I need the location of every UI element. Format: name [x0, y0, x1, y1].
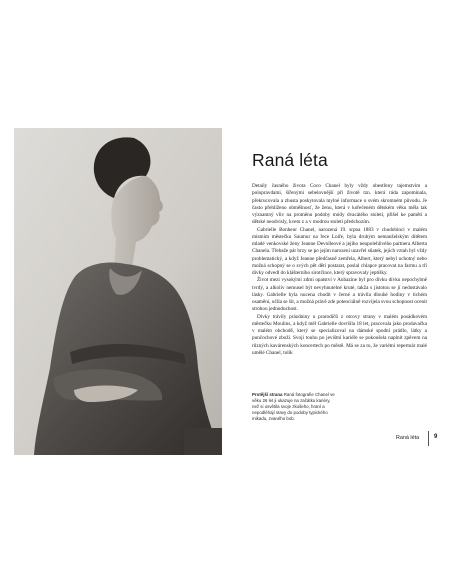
portrait-photo: [14, 128, 222, 455]
photo-caption: [252, 392, 338, 422]
running-head: Raná léta: [396, 435, 420, 441]
paragraph: Život mezi vysokými zdmi opatství v Aubazine byl pro dívku dívku nepochybně tvrdý, a alkolív nemusel být nevyhnutelné kruté, takža s jistotou se jí nedostávalo lásky. Gabrielle byla nucena chodit v černé a trávila dlouhé hodiny v tichém osamění, učila se šít, a možná právě zde potenciálně rozvíjela svou schopnost ocenit strohou jednoduchost.: [252, 277, 427, 313]
body-text: [252, 183, 427, 357]
caption-text: Raná fotografie Chanel ve věku 26 let ji ukazuje na začátku kariéry, než si osvětila svoje zkušeho, hraní a nepodléhají stavy do podoby typického mikadu, zvaného bob.: [252, 392, 335, 422]
paragraph: Dívky trávily prázdniny u prarodičů z otcovy strany v malém posádkovém městečku Moulins, a když měl Gabrielle dovršila 18 let, pracovala jako prodavačka v malém obchodě, který se specializoval na dámské spodní prádlo, látky a punčochové zboží. Svoji touhu po jevištní kariéře se pokoušela naplnit zpěvem na různých kavárenských koncertech po městě. Má se za to, že variétní repertoár malé umělé Chanel, tolik: [252, 313, 427, 356]
caption-label: Protější strana: [252, 392, 284, 397]
folio-divider: [428, 431, 429, 446]
paragraph: Detaily časného života Coco Chanel byly vždy obestřeny tajemstvím a polopravdami, šířenými sebelovnější při životě tzn. která ráda zapomínala, překrucovala a zhusta poskytovala mylné informace o svém skromném původu. Je často přehlíženo obměšnosť, že ženu, která v kořečeném dětském věku měla tak významný vliv na proměnu podoby módy dvacátého století, přišel ke paměti a dětské neodvisly, kvetu z a v modrou stoleti předchozím.: [252, 183, 427, 226]
portrait-illustration: [14, 128, 222, 455]
paragraph: Gabrielle Bonheur Chanel, narozená 19. srpna 1883 v chudobinci v malém místním městečku Saumur na řece Loiře, byla druhým nemanželským dítětem mladé venkovské ženy Jeanne Devolleové a jejího neupolehlivého partnera Alberta Chanela. Třebaže pár brzy se po jejím narození uzavřel sňatek, jejich vztah byl vždy problematický, a když Jeanne předčasně zemřela, Albert, který nebyl ochotný nebo možná schopný se o svých pět dětí postarat, poslal chlapce pracovat na farmu a tři dívky odvedl do klášterního sirotčince, který spravovaly jeptišky.: [252, 226, 427, 276]
chapter-heading: Raná léta: [252, 150, 328, 170]
page-number: 9: [434, 434, 438, 440]
